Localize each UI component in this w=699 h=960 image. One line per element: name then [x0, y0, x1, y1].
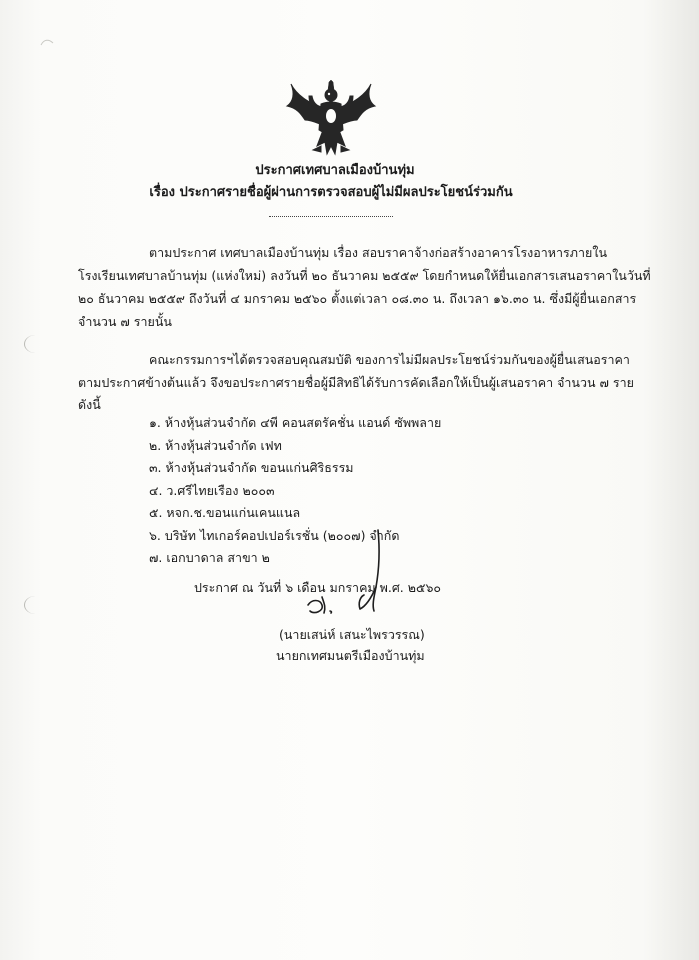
signer-title: นายกเทศมนตรีเมืองบ้านทุ่ม	[276, 648, 425, 663]
punch-hole-mark-bottom	[24, 596, 47, 614]
list-item: ๖. บริษัท ไทเกอร์คอปเปอร์เรชั่น (๒๐๐๗) จำกัด	[149, 528, 400, 543]
document-title: ประกาศเทศบาลเมืองบ้านทุ่ม	[255, 163, 415, 178]
announcement-date: ประกาศ ณ วันที่ ๖ เดือน มกราคม พ.ศ. ๒๕๖๐	[194, 580, 442, 595]
paragraph-2-line-3: ดังนี้	[78, 397, 101, 412]
paragraph-2-line-2: ตามประกาศข้างต้นแล้ว จึงขอประกาศรายชื่อผู้มีสิทธิได้รับการคัดเลือกให้เป็นผู้เสนอราคา จำนวน ๗ ราย	[78, 375, 634, 390]
list-item: ๓. ห้างหุ้นส่วนจำกัด ขอนแก่นศิริธรรม	[149, 460, 354, 475]
paragraph-1-line-4: จำนวน ๗ รายนั้น	[78, 314, 172, 329]
corner-mark	[40, 32, 54, 42]
list-item: ๒. ห้างหุ้นส่วนจำกัด เฟท	[149, 438, 282, 453]
garuda-emblem	[283, 80, 379, 160]
list-item: ๗. เอกบาดาล สาขา ๒	[149, 550, 270, 565]
handwritten-signature	[300, 525, 400, 620]
signer-name: (นายเสน่ห์ เสนะไพรวรรณ)	[279, 627, 425, 642]
paragraph-2-line-1: คณะกรรมการฯได้ตรวจสอบคุณสมบัติ ของการไม่มีผลประโยชน์ร่วมกันของผู้ยื่นเสนอราคา	[149, 352, 630, 367]
list-item: ๑. ห้างหุ้นส่วนจำกัด ๔พี คอนสตรัคชั่น แอนด์ ซัพพลาย	[149, 415, 442, 430]
document-subject: เรื่อง ประกาศรายชื่อผู้ผ่านการตรวจสอบผู้ไม่มีผลประโยชน์ร่วมกัน	[149, 185, 513, 200]
list-item: ๕. หจก.ช.ขอนแก่นเคนแนล	[149, 505, 301, 520]
paragraph-1-line-3: ๒๐ ธันวาคม ๒๕๕๙ ถึงวันที่ ๔ มกราคม ๒๕๖๐ ตั้งแต่เวลา ๐๘.๓๐ น. ถึงเวลา ๑๖.๓๐ น. ซึ่งมีผู้ยื่นเอกสาร	[78, 291, 637, 306]
title-separator	[269, 216, 393, 217]
paragraph-1-line-1: ตามประกาศ เทศบาลเมืองบ้านทุ่ม เรื่อง สอบราคาจ้างก่อสร้างอาคารโรงอาหารภายใน	[149, 245, 607, 260]
punch-hole-mark-top	[24, 335, 47, 353]
list-item: ๔. ว.ศรีไทยเรือง ๒๐๐๓	[149, 483, 275, 498]
paragraph-1-line-2: โรงเรียนเทศบาลบ้านทุ่ม (แห่งใหม่) ลงวันที่ ๒๐ ธันวาคม ๒๕๕๙ โดยกำหนดให้ยื่นเอกสารเสนอราคาในวันที่	[78, 268, 651, 283]
